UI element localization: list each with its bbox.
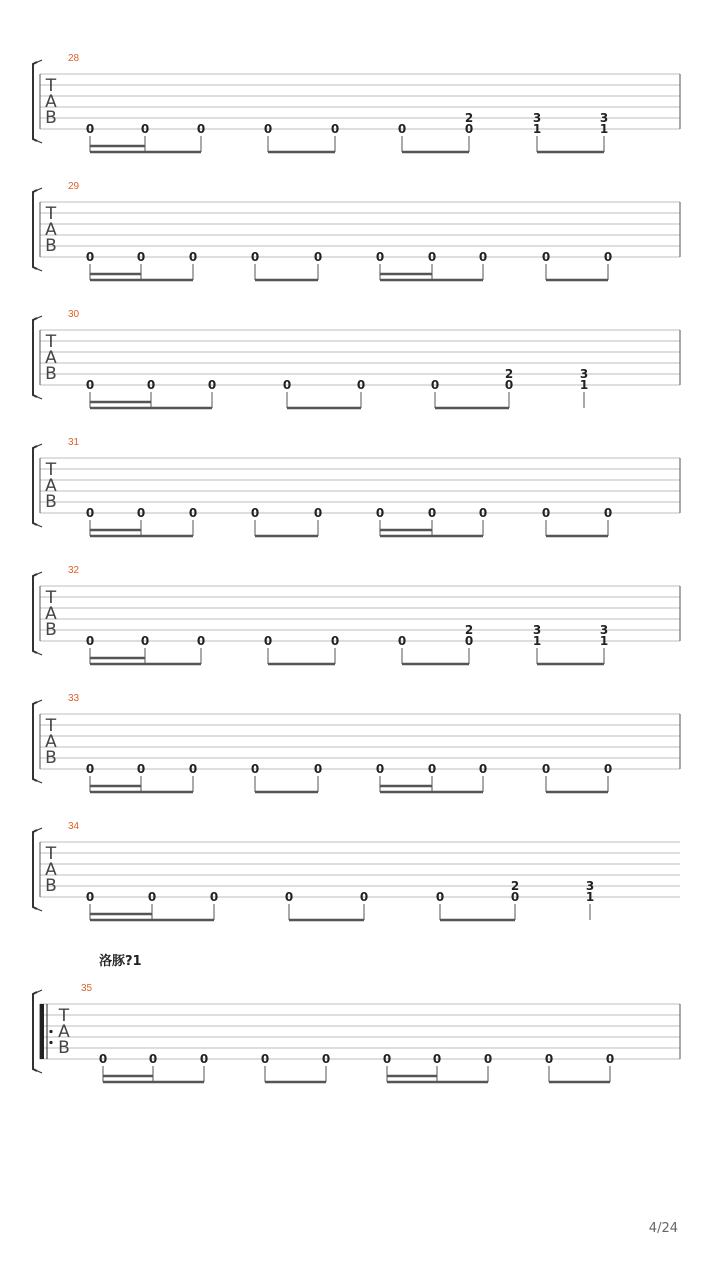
tab-clef-letter: B [45,876,57,896]
fret-number: 2 [510,879,520,893]
fret-number: 0 [250,506,260,520]
system-bracket [33,190,37,269]
fret-number: 0 [330,122,340,136]
tab-clef-letter: T [45,588,57,608]
tab-clef-letter: T [45,716,57,736]
fret-number: 2 [464,111,474,125]
bracket-bottom-hook [33,651,42,655]
tab-clef-letter: A [45,92,57,112]
measure-number: 33 [68,693,80,704]
fret-number: 0 [603,762,613,776]
tab-clef-letter: A [58,1022,70,1042]
fret-number: 0 [427,506,437,520]
fret-number: 0 [397,634,407,648]
measure-number: 35 [81,983,93,994]
tab-system [33,693,680,792]
tab-system [33,821,680,920]
tab-system [33,53,680,152]
tab-clef-letter: T [45,76,57,96]
tab-system [33,565,680,664]
fret-number: 0 [375,250,385,264]
fret-number: 0 [397,122,407,136]
fret-number: 0 [263,122,273,136]
repeat-dot [49,1041,52,1044]
fret-number: 0 [356,378,366,392]
tab-clef-letter: B [45,620,57,640]
page-number: 4/24 [648,1221,678,1236]
fret-number: 0 [85,634,95,648]
bracket-top-hook [33,700,42,704]
bracket-top-hook [33,188,42,192]
fret-number: 2 [504,367,514,381]
fret-number: 0 [435,890,445,904]
fret-number: 0 [427,762,437,776]
fret-number: 0 [250,762,260,776]
bracket-top-hook [33,990,42,994]
fret-number: 0 [478,762,488,776]
fret-number: 0 [605,1052,615,1066]
fret-number: 0 [250,250,260,264]
fret-number: 0 [188,250,198,264]
fret-number: 1 [599,122,609,136]
fret-number: 0 [382,1052,392,1066]
tab-clef-letter: A [45,604,57,624]
fret-number: 1 [532,122,542,136]
fret-number: 0 [140,122,150,136]
fret-number: 0 [136,250,146,264]
fret-number: 0 [478,506,488,520]
tab-clef-letter: A [45,348,57,368]
tab-clef-letter: B [45,492,57,512]
fret-number: 0 [427,250,437,264]
tab-clef-letter: T [45,460,57,480]
fret-number: 0 [263,634,273,648]
fret-number: 0 [541,762,551,776]
system-bracket [33,992,37,1071]
fret-number: 0 [478,250,488,264]
fret-number: 3 [579,367,589,381]
fret-number: 0 [464,634,474,648]
fret-number: 3 [599,623,609,637]
system-bracket [33,702,37,781]
fret-number: 3 [532,623,542,637]
bracket-bottom-hook [33,779,42,783]
bracket-bottom-hook [33,523,42,527]
fret-number: 0 [313,762,323,776]
tab-system [33,437,680,536]
fret-number: 0 [196,634,206,648]
tab-system [33,983,680,1082]
tab-clef-letter: A [45,476,57,496]
fret-number: 0 [196,122,206,136]
fret-number: 0 [313,506,323,520]
tab-clef-letter: A [45,860,57,880]
tab-clef-letter: B [45,364,57,384]
fret-number: 0 [483,1052,493,1066]
fret-number: 0 [136,506,146,520]
tab-clef-letter: B [58,1038,70,1058]
bracket-bottom-hook [33,907,42,911]
tab-clef-letter: A [45,220,57,240]
fret-number: 0 [188,506,198,520]
fret-number: 0 [85,378,95,392]
fret-number: 1 [599,634,609,648]
fret-number: 0 [98,1052,108,1066]
tab-clef-letter: B [45,748,57,768]
fret-number: 0 [544,1052,554,1066]
system-bracket [33,318,37,397]
fret-number: 0 [541,506,551,520]
measure-number: 34 [68,821,80,832]
bracket-bottom-hook [33,267,42,271]
fret-number: 0 [209,890,219,904]
fret-number: 0 [603,250,613,264]
bracket-bottom-hook [33,1069,42,1073]
fret-number: 1 [579,378,589,392]
fret-number: 0 [146,378,156,392]
fret-number: 0 [136,762,146,776]
bracket-bottom-hook [33,139,42,143]
fret-number: 0 [85,890,95,904]
fret-number: 0 [85,506,95,520]
fret-number: 0 [330,634,340,648]
system-bracket [33,574,37,653]
tab-clef-letter: T [58,1006,70,1026]
fret-number: 0 [282,378,292,392]
bracket-top-hook [33,60,42,64]
repeat-thick-bar [40,1004,44,1059]
measure-number: 32 [68,565,80,576]
fret-number: 0 [207,378,217,392]
fret-number: 0 [85,762,95,776]
fret-number: 0 [375,762,385,776]
fret-number: 2 [464,623,474,637]
fret-number: 0 [375,506,385,520]
section-label: 洛豚?1 [99,954,142,969]
fret-number: 0 [260,1052,270,1066]
fret-number: 0 [148,1052,158,1066]
tab-clef-letter: T [45,844,57,864]
fret-number: 3 [585,879,595,893]
fret-number: 0 [140,634,150,648]
fret-number: 0 [313,250,323,264]
tab-clef-letter: B [45,108,57,128]
fret-number: 1 [532,634,542,648]
system-bracket [33,62,37,141]
fret-number: 0 [147,890,157,904]
fret-number: 3 [599,111,609,125]
measure-number: 28 [68,53,80,64]
tab-clef-letter: B [45,236,57,256]
fret-number: 0 [430,378,440,392]
bracket-top-hook [33,828,42,832]
tab-system [33,181,680,280]
tab-clef-letter: A [45,732,57,752]
tab-clef-letter: T [45,332,57,352]
fret-number: 1 [585,890,595,904]
fret-number: 0 [199,1052,209,1066]
repeat-dot [49,1030,52,1033]
measure-number: 30 [68,309,80,320]
fret-number: 0 [432,1052,442,1066]
tab-system [33,309,680,408]
fret-number: 0 [321,1052,331,1066]
fret-number: 0 [85,122,95,136]
fret-number: 0 [504,378,514,392]
measure-number: 29 [68,181,80,192]
fret-number: 0 [541,250,551,264]
fret-number: 0 [510,890,520,904]
bracket-top-hook [33,572,42,576]
fret-number: 0 [359,890,369,904]
system-bracket [33,830,37,909]
tab-clef-letter: T [45,204,57,224]
fret-number: 0 [85,250,95,264]
fret-number: 0 [464,122,474,136]
fret-number: 0 [284,890,294,904]
bracket-top-hook [33,444,42,448]
fret-number: 0 [603,506,613,520]
fret-number: 0 [188,762,198,776]
fret-number: 3 [532,111,542,125]
measure-number: 31 [68,437,80,448]
bracket-top-hook [33,316,42,320]
bracket-bottom-hook [33,395,42,399]
system-bracket [33,446,37,525]
